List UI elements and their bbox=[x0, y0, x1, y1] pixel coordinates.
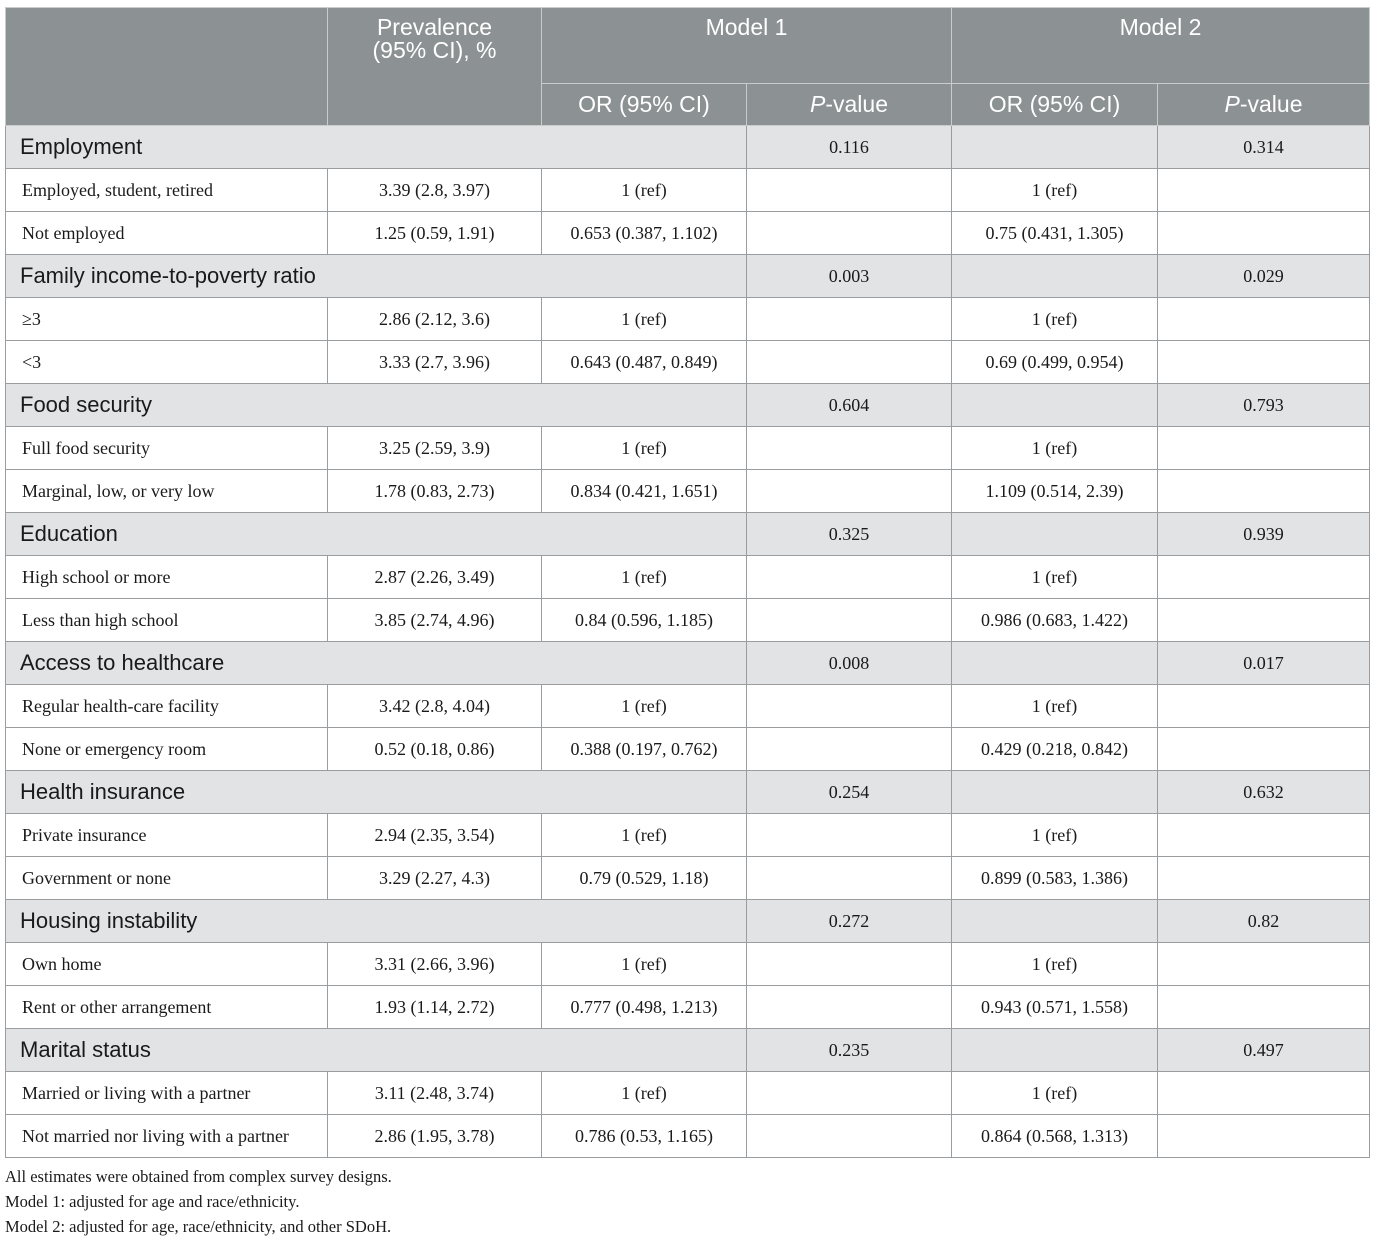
model1-or-cell: 1 (ref) bbox=[542, 685, 747, 728]
prevalence-cell: 3.39 (2.8, 3.97) bbox=[328, 169, 542, 212]
model2-p-cell bbox=[1158, 169, 1370, 212]
model1-p-cell bbox=[747, 599, 952, 642]
model2-or-cell: 1.109 (0.514, 2.39) bbox=[952, 470, 1158, 513]
table-row bbox=[6, 298, 1370, 341]
model1-p-cell bbox=[747, 1115, 952, 1158]
model1-or-cell: 0.786 (0.53, 1.165) bbox=[542, 1115, 747, 1158]
table-row bbox=[6, 1072, 1370, 1115]
row-label: Private insurance bbox=[6, 814, 328, 857]
model1-p-cell bbox=[747, 986, 952, 1029]
model2-or-blank bbox=[952, 255, 1158, 298]
model1-p-value: 0.003 bbox=[747, 255, 952, 298]
model2-p-value: 0.939 bbox=[1158, 513, 1370, 556]
category-row bbox=[6, 255, 1370, 298]
table-row bbox=[6, 685, 1370, 728]
category-label: Food security bbox=[6, 384, 747, 427]
model2-p-cell bbox=[1158, 599, 1370, 642]
category-row bbox=[6, 900, 1370, 943]
table-header bbox=[6, 8, 1370, 126]
row-label: Full food security bbox=[6, 427, 328, 470]
table-row bbox=[6, 169, 1370, 212]
table-row bbox=[6, 427, 1370, 470]
prevalence-cell: 3.33 (2.7, 3.96) bbox=[328, 341, 542, 384]
category-label: Health insurance bbox=[6, 771, 747, 814]
table-row bbox=[6, 470, 1370, 513]
category-label: Marital status bbox=[6, 1029, 747, 1072]
model1-or-cell: 1 (ref) bbox=[542, 427, 747, 470]
model2-p-value: 0.314 bbox=[1158, 126, 1370, 169]
header-model2: Model 2 bbox=[952, 8, 1370, 84]
category-label: Employment bbox=[6, 126, 747, 169]
model1-or-cell: 1 (ref) bbox=[542, 814, 747, 857]
model2-or-cell: 1 (ref) bbox=[952, 427, 1158, 470]
model1-p-value: 0.604 bbox=[747, 384, 952, 427]
model1-p-cell bbox=[747, 1072, 952, 1115]
prevalence-cell: 1.25 (0.59, 1.91) bbox=[328, 212, 542, 255]
header-prevalence bbox=[328, 8, 542, 126]
header-or-model1: OR (95% CI) bbox=[542, 84, 747, 126]
model2-or-blank bbox=[952, 384, 1158, 427]
prevalence-cell: 1.93 (1.14, 2.72) bbox=[328, 986, 542, 1029]
model2-or-cell: 1 (ref) bbox=[952, 298, 1158, 341]
model2-or-blank bbox=[952, 126, 1158, 169]
prevalence-cell: 1.78 (0.83, 2.73) bbox=[328, 470, 542, 513]
table-row bbox=[6, 212, 1370, 255]
p-rest: -value bbox=[1239, 91, 1303, 117]
prevalence-cell: 3.31 (2.66, 3.96) bbox=[328, 943, 542, 986]
prevalence-cell: 3.25 (2.59, 3.9) bbox=[328, 427, 542, 470]
model2-or-cell: 1 (ref) bbox=[952, 169, 1158, 212]
row-label: <3 bbox=[6, 341, 328, 384]
model1-p-cell bbox=[747, 857, 952, 900]
model2-p-cell bbox=[1158, 685, 1370, 728]
category-label: Access to healthcare bbox=[6, 642, 747, 685]
row-label: Married or living with a partner bbox=[6, 1072, 328, 1115]
model1-or-cell: 0.79 (0.529, 1.18) bbox=[542, 857, 747, 900]
model2-or-cell: 1 (ref) bbox=[952, 1072, 1158, 1115]
table-row bbox=[6, 556, 1370, 599]
p-italic: P bbox=[810, 91, 826, 117]
table-container bbox=[5, 7, 1369, 1239]
model2-p-cell bbox=[1158, 556, 1370, 599]
table-row bbox=[6, 814, 1370, 857]
model1-p-value: 0.272 bbox=[747, 900, 952, 943]
row-label: Regular health-care facility bbox=[6, 685, 328, 728]
model2-or-cell: 0.986 (0.683, 1.422) bbox=[952, 599, 1158, 642]
category-row bbox=[6, 513, 1370, 556]
model2-p-cell bbox=[1158, 212, 1370, 255]
table-row bbox=[6, 728, 1370, 771]
table-row bbox=[6, 341, 1370, 384]
table-row bbox=[6, 1115, 1370, 1158]
model1-p-cell bbox=[747, 943, 952, 986]
p-rest: -value bbox=[825, 91, 888, 117]
model1-p-cell bbox=[747, 212, 952, 255]
model1-p-cell bbox=[747, 728, 952, 771]
prevalence-cell: 3.29 (2.27, 4.3) bbox=[328, 857, 542, 900]
category-label: Education bbox=[6, 513, 747, 556]
table-row bbox=[6, 599, 1370, 642]
model2-p-cell bbox=[1158, 857, 1370, 900]
model2-p-value: 0.029 bbox=[1158, 255, 1370, 298]
row-label: ≥3 bbox=[6, 298, 328, 341]
model2-or-cell: 0.899 (0.583, 1.386) bbox=[952, 857, 1158, 900]
model1-or-cell: 0.84 (0.596, 1.185) bbox=[542, 599, 747, 642]
model1-p-cell bbox=[747, 556, 952, 599]
prevalence-cell: 0.52 (0.18, 0.86) bbox=[328, 728, 542, 771]
model2-p-cell bbox=[1158, 1072, 1370, 1115]
row-label: Not employed bbox=[6, 212, 328, 255]
model2-p-value: 0.82 bbox=[1158, 900, 1370, 943]
model2-p-value: 0.632 bbox=[1158, 771, 1370, 814]
model1-p-cell bbox=[747, 169, 952, 212]
model1-or-cell: 1 (ref) bbox=[542, 1072, 747, 1115]
model1-or-cell: 1 (ref) bbox=[542, 298, 747, 341]
model1-or-cell: 1 (ref) bbox=[542, 556, 747, 599]
model1-or-cell: 0.834 (0.421, 1.651) bbox=[542, 470, 747, 513]
model1-p-cell bbox=[747, 298, 952, 341]
table-row bbox=[6, 857, 1370, 900]
model2-p-cell bbox=[1158, 728, 1370, 771]
model2-p-value: 0.017 bbox=[1158, 642, 1370, 685]
prevalence-cell: 3.42 (2.8, 4.04) bbox=[328, 685, 542, 728]
model2-or-cell: 0.75 (0.431, 1.305) bbox=[952, 212, 1158, 255]
model2-or-cell: 0.69 (0.499, 0.954) bbox=[952, 341, 1158, 384]
row-label: Marginal, low, or very low bbox=[6, 470, 328, 513]
model1-p-value: 0.235 bbox=[747, 1029, 952, 1072]
table-body bbox=[6, 126, 1370, 1158]
model1-or-cell: 0.388 (0.197, 0.762) bbox=[542, 728, 747, 771]
model1-p-cell bbox=[747, 470, 952, 513]
model2-or-blank bbox=[952, 513, 1158, 556]
model2-p-cell bbox=[1158, 298, 1370, 341]
row-label: Own home bbox=[6, 943, 328, 986]
row-label: Rent or other arrangement bbox=[6, 986, 328, 1029]
row-label: High school or more bbox=[6, 556, 328, 599]
model2-p-cell bbox=[1158, 1115, 1370, 1158]
model1-or-cell: 1 (ref) bbox=[542, 169, 747, 212]
model2-or-blank bbox=[952, 900, 1158, 943]
model2-or-cell: 0.429 (0.218, 0.842) bbox=[952, 728, 1158, 771]
model2-p-value: 0.793 bbox=[1158, 384, 1370, 427]
model2-or-blank bbox=[952, 771, 1158, 814]
row-label: Not married nor living with a partner bbox=[6, 1115, 328, 1158]
model2-or-cell: 1 (ref) bbox=[952, 556, 1158, 599]
model1-p-value: 0.325 bbox=[747, 513, 952, 556]
table-row bbox=[6, 943, 1370, 986]
footnote: Model 2: adjusted for age, race/ethnicity, and other SDoH. bbox=[5, 1217, 392, 1236]
model2-p-cell bbox=[1158, 470, 1370, 513]
model1-p-cell bbox=[747, 341, 952, 384]
header-blank bbox=[6, 8, 328, 126]
footnote: All estimates were obtained from complex survey designs. bbox=[5, 1167, 392, 1186]
footnotes bbox=[5, 1164, 1369, 1239]
prevalence-cell: 2.86 (2.12, 3.6) bbox=[328, 298, 542, 341]
model2-p-cell bbox=[1158, 986, 1370, 1029]
model1-or-cell: 1 (ref) bbox=[542, 943, 747, 986]
category-row bbox=[6, 771, 1370, 814]
model2-or-cell: 1 (ref) bbox=[952, 943, 1158, 986]
model1-p-value: 0.008 bbox=[747, 642, 952, 685]
model2-or-cell: 0.864 (0.568, 1.313) bbox=[952, 1115, 1158, 1158]
category-row bbox=[6, 384, 1370, 427]
category-row bbox=[6, 126, 1370, 169]
prevalence-cell: 3.85 (2.74, 4.96) bbox=[328, 599, 542, 642]
model1-p-cell bbox=[747, 685, 952, 728]
model1-p-cell bbox=[747, 427, 952, 470]
model2-p-cell bbox=[1158, 943, 1370, 986]
model2-or-cell: 1 (ref) bbox=[952, 685, 1158, 728]
prevalence-cell: 2.86 (1.95, 3.78) bbox=[328, 1115, 542, 1158]
row-label: Government or none bbox=[6, 857, 328, 900]
header-prevalence-text: Prevalence (95% CI), % bbox=[372, 14, 497, 63]
model2-or-blank bbox=[952, 642, 1158, 685]
model2-p-value: 0.497 bbox=[1158, 1029, 1370, 1072]
results-table bbox=[5, 7, 1370, 1158]
footnote: Model 1: adjusted for age and race/ethnicity. bbox=[5, 1192, 300, 1211]
row-label: None or emergency room bbox=[6, 728, 328, 771]
model2-p-cell bbox=[1158, 427, 1370, 470]
model1-or-cell: 0.777 (0.498, 1.213) bbox=[542, 986, 747, 1029]
header-p-model2 bbox=[1158, 84, 1370, 126]
model2-or-blank bbox=[952, 1029, 1158, 1072]
header-or-model2: OR (95% CI) bbox=[952, 84, 1158, 126]
model1-or-cell: 0.643 (0.487, 0.849) bbox=[542, 341, 747, 384]
category-row bbox=[6, 1029, 1370, 1072]
model2-or-cell: 1 (ref) bbox=[952, 814, 1158, 857]
model1-or-cell: 0.653 (0.387, 1.102) bbox=[542, 212, 747, 255]
model1-p-value: 0.116 bbox=[747, 126, 952, 169]
model1-p-value: 0.254 bbox=[747, 771, 952, 814]
model2-p-cell bbox=[1158, 814, 1370, 857]
model1-p-cell bbox=[747, 814, 952, 857]
row-label: Employed, student, retired bbox=[6, 169, 328, 212]
p-italic: P bbox=[1224, 91, 1240, 117]
prevalence-cell: 3.11 (2.48, 3.74) bbox=[328, 1072, 542, 1115]
prevalence-cell: 2.87 (2.26, 3.49) bbox=[328, 556, 542, 599]
model2-or-cell: 0.943 (0.571, 1.558) bbox=[952, 986, 1158, 1029]
category-label: Family income-to-poverty ratio bbox=[6, 255, 747, 298]
category-label: Housing instability bbox=[6, 900, 747, 943]
row-label: Less than high school bbox=[6, 599, 328, 642]
table-row bbox=[6, 986, 1370, 1029]
model2-p-cell bbox=[1158, 341, 1370, 384]
header-p-model1 bbox=[747, 84, 952, 126]
category-row bbox=[6, 642, 1370, 685]
header-model1: Model 1 bbox=[542, 8, 952, 84]
prevalence-cell: 2.94 (2.35, 3.54) bbox=[328, 814, 542, 857]
